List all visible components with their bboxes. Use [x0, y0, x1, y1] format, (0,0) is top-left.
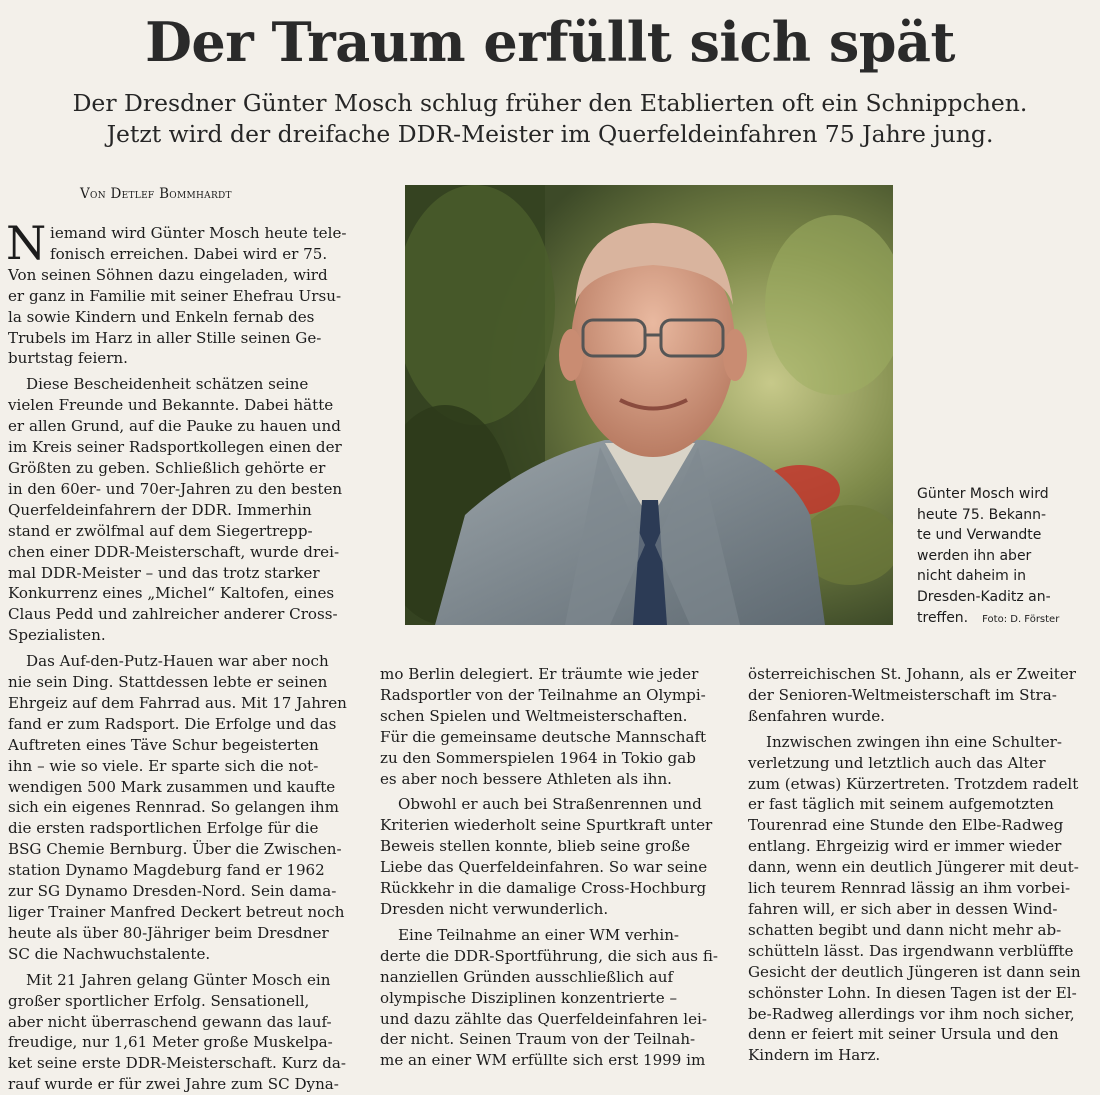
- text-line: und dazu zählte das Querfeldeinfahren lei-: [380, 1009, 707, 1028]
- text-line: die ersten radsportlichen Erfolge für die: [8, 819, 319, 838]
- text-line: schütteln lässt. Das irgendwann verblüffte: [748, 941, 1074, 960]
- text-line: zu den Sommerspielen 1964 in Tokio gab: [380, 748, 696, 767]
- body-column-3: [748, 664, 1094, 1066]
- text-line: wendigen 500 Mark zusammen und kaufte: [8, 777, 336, 796]
- headline: Der Traum erfüllt sich spät: [145, 10, 955, 74]
- text-line: vielen Freunde und Bekannte. Dabei hätte: [8, 396, 334, 415]
- text-line: der Senioren-Weltmeisterschaft im Stra-: [748, 685, 1057, 704]
- drop-cap: N: [6, 216, 47, 270]
- text-line: schatten begibt und dann nicht mehr ab-: [748, 920, 1062, 939]
- caption-line: [917, 608, 1082, 631]
- text-line: Obwohl er auch bei Straßenrennen und: [398, 795, 702, 814]
- text-line: Das Auf-den-Putz-Hauen war aber noch: [26, 652, 329, 671]
- caption-line: Dresden-Kaditz an-: [917, 588, 1051, 605]
- text-line: ßenfahren wurde.: [748, 706, 885, 725]
- subheadline: [40, 88, 1060, 150]
- text-line: zum (etwas) Kürzertreten. Trotzdem radelt: [748, 774, 1079, 793]
- text-line: schönster Lohn. In diesen Tagen ist der El-: [748, 983, 1077, 1002]
- text-line: nanziellen Gründen ausschließlich auf: [380, 967, 674, 986]
- text-line: Auftreten eines Täve Schur begeisterten: [8, 735, 319, 754]
- text-line: station Dynamo Magdeburg fand er 1962: [8, 861, 325, 880]
- text-line: iemand wird Günter Mosch heute tele-: [50, 224, 347, 242]
- text-line: Größten zu geben. Schließlich gehörte er: [8, 458, 326, 477]
- text-line: schen Spielen und Weltmeisterschaften.: [380, 706, 688, 725]
- text-line: Eine Teilnahme an einer WM verhin-: [398, 925, 680, 944]
- text-line: mo Berlin delegiert. Er träumte wie jeder: [380, 665, 699, 683]
- text-line: Für die gemeinsame deutsche Mannschaft: [380, 727, 707, 746]
- text-line: zur SG Dynamo Dresden-Nord. Sein dama-: [8, 882, 337, 901]
- text-line: im Kreis seiner Radsportkollegen einen der: [8, 438, 342, 457]
- text-line: ket seine erste DDR-Meisterschaft. Kurz da-: [8, 1054, 346, 1073]
- text-line: der nicht. Seinen Traum von der Teilnah-: [380, 1030, 696, 1049]
- text-line: Von seinen Söhnen dazu eingeladen, wird: [8, 265, 328, 284]
- text-line: entlang. Ehrgeizig wird er immer wieder: [748, 837, 1062, 856]
- text-line: olympische Disziplinen konzentrierte –: [380, 988, 677, 1007]
- text-line: Gesicht der deutlich Jüngeren ist dann sein: [748, 962, 1081, 981]
- text-line: lich teurem Rennrad lässig an ihm vorbei-: [748, 879, 1071, 898]
- text-line: Inzwischen zwingen ihn eine Schulter-: [766, 732, 1062, 751]
- text-line: mal DDR-Meister – und das trotz starker: [8, 563, 320, 582]
- text-line: verletzung und letztlich auch das Alter: [748, 753, 1046, 772]
- text-line: denn er feiert mit seiner Ursula und den: [748, 1025, 1059, 1044]
- text-line: er allen Grund, auf die Pauke zu hauen und: [8, 417, 341, 436]
- text-line: SC die Nachwuchstalente.: [8, 944, 211, 963]
- body-column-2: [380, 664, 726, 1071]
- text-line: ihn – wie so viele. Er sparte sich die not-: [8, 756, 319, 775]
- text-line: fand er zum Radsport. Die Erfolge und das: [8, 714, 337, 733]
- text-line: derte die DDR-Sportführung, die sich aus fi-: [380, 946, 719, 965]
- caption-line: werden ihn aber: [917, 547, 1032, 564]
- text-line: Kindern im Harz.: [748, 1046, 881, 1065]
- text-line: sich ein eigenes Rennrad. So gelangen ihm: [8, 798, 339, 817]
- text-line: me an einer WM erfüllte sich erst 1999 im: [380, 1051, 706, 1070]
- text-line: Claus Pedd und zahlreicher anderer Cross-: [8, 605, 338, 624]
- caption-last: treffen.: [917, 609, 969, 626]
- text-line: Liebe das Querfeldeinfahren. So war seine: [380, 858, 708, 877]
- byline: Von Detlef Bommhardt: [80, 186, 232, 202]
- subheadline-line: Jetzt wird der dreifache DDR-Meister im Querfeldeinfahren 75 Jahre jung.: [106, 120, 994, 148]
- text-line: Beweis stellen konnte, blieb seine große: [380, 837, 691, 856]
- text-line: Kriterien wiederholt seine Spurtkraft unter: [380, 816, 713, 835]
- photo-caption: [917, 484, 1082, 630]
- body-column-1: [8, 223, 368, 1095]
- text-line: stand er zwölfmal auf dem Siegertrepp-: [8, 521, 313, 540]
- caption-line: nicht daheim in: [917, 568, 1026, 585]
- caption-line: heute 75. Bekann-: [917, 506, 1047, 523]
- text-line: Querfeldeinfahrern der DDR. Immerhin: [8, 500, 312, 519]
- text-line: er ganz in Familie mit seiner Ehefrau Ursu-: [8, 286, 342, 305]
- text-line: dann, wenn ein deutlich Jüngerer mit deut-: [748, 858, 1079, 877]
- text-line: heute als über 80-Jähriger beim Dresdner: [8, 923, 329, 942]
- text-line: liger Trainer Manfred Deckert betreut noch: [8, 903, 345, 921]
- text-line: Tourenrad eine Stunde den Elbe-Radweg: [748, 816, 1064, 835]
- text-line: aber nicht überraschend gewann das lauf-: [8, 1012, 332, 1031]
- text-line: la sowie Kindern und Enkeln fernab des: [8, 307, 315, 326]
- caption-line: Günter Mosch wird: [917, 486, 1049, 502]
- text-line: österreichischen St. Johann, als er Zweiter: [748, 665, 1076, 683]
- portrait-photo: [405, 185, 893, 625]
- text-line: Dresden nicht verwunderlich.: [380, 899, 609, 918]
- text-line: fonisch erreichen. Dabei wird er 75.: [50, 244, 328, 263]
- photo-credit: Foto: D. Förster: [982, 613, 1060, 625]
- text-line: großer sportlicher Erfolg. Sensationell,: [8, 991, 310, 1010]
- text-line: be-Radweg allerdings vor ihm noch sicher,: [748, 1004, 1075, 1023]
- text-line: Mit 21 Jahren gelang Günter Mosch ein: [26, 970, 331, 989]
- text-line: Ehrgeiz auf dem Fahrrad aus. Mit 17 Jahren: [8, 693, 347, 712]
- text-line: fahren will, er sich aber in dessen Wind-: [748, 899, 1058, 918]
- text-line: Spezialisten.: [8, 626, 106, 645]
- text-line: er fast täglich mit seinem aufgemotzten: [748, 795, 1054, 814]
- text-line: Diese Bescheidenheit schätzen seine: [26, 375, 309, 394]
- text-line: nie sein Ding. Stattdessen lebte er seinen: [8, 673, 328, 692]
- text-line: Rückkehr in die damalige Cross-Hochburg: [380, 879, 707, 898]
- text-line: Radsportler von der Teilnahme an Olympi-: [380, 685, 706, 704]
- subheadline-line: Der Dresdner Günter Mosch schlug früher den Etablierten oft ein Schnippchen.: [72, 89, 1028, 117]
- text-line: freudige, nur 1,61 Meter große Muskelpa-: [8, 1033, 333, 1052]
- text-line: in den 60er- und 70er-Jahren zu den besten: [8, 479, 343, 498]
- text-line: Konkurrenz eines „Michel“ Kaltofen, eines: [8, 584, 335, 603]
- text-line: es aber noch bessere Athleten als ihn.: [380, 769, 672, 788]
- text-line: BSG Chemie Bernburg. Über die Zwischen-: [8, 840, 342, 859]
- caption-line: te und Verwandte: [917, 527, 1042, 544]
- text-line: rauf wurde er für zwei Jahre zum SC Dyna-: [8, 1075, 339, 1094]
- text-line: burtstag feiern.: [8, 349, 128, 368]
- text-line: chen einer DDR-Meisterschaft, wurde drei-: [8, 542, 340, 561]
- text-line: Trubels im Harz in aller Stille seinen Ge-: [8, 328, 322, 347]
